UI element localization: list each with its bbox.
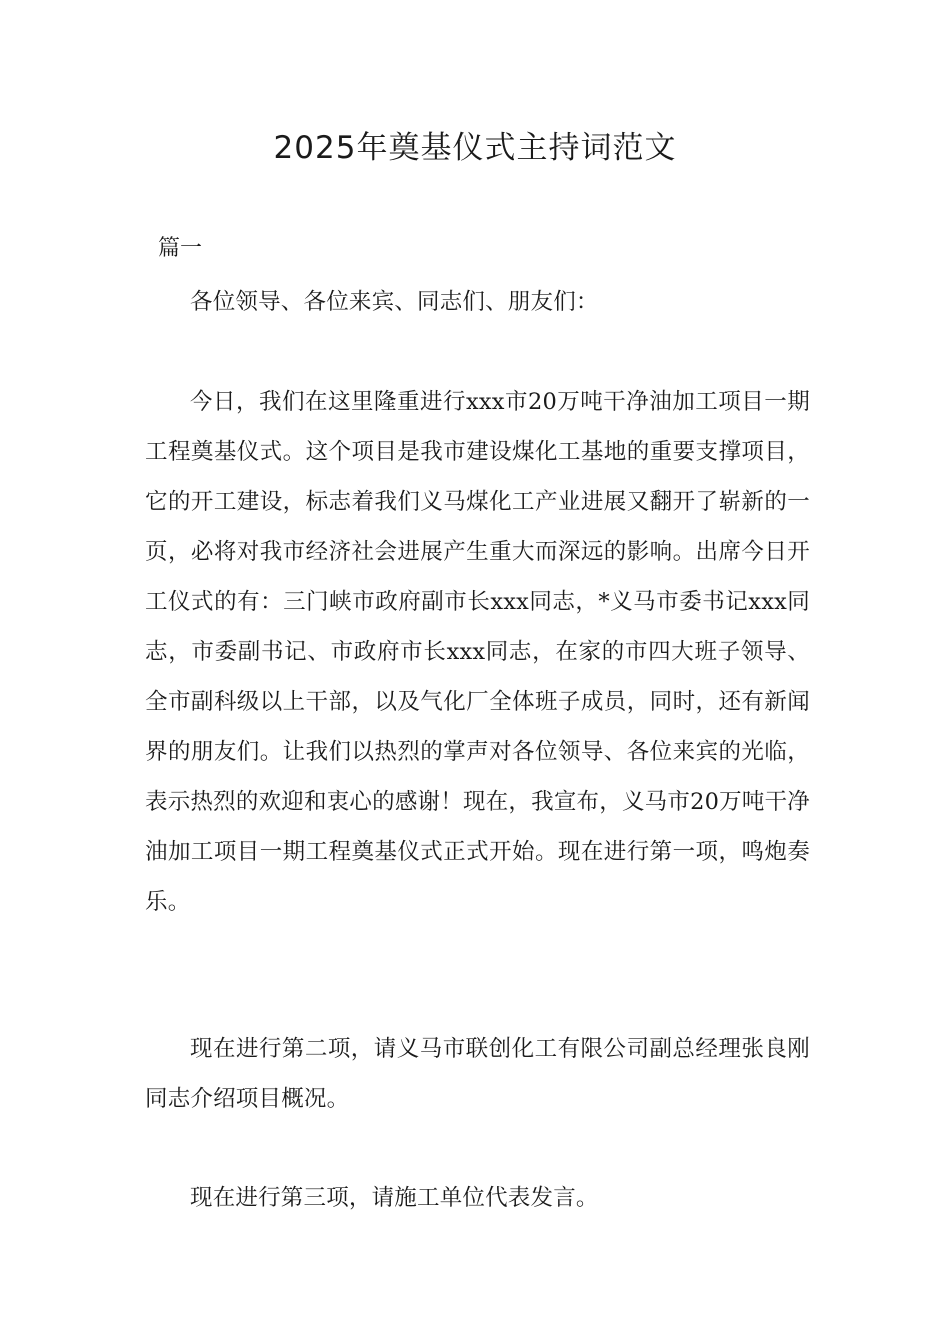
intro-paragraph: 今日，我们在这里隆重进行xxx市20万吨干净油加工项目一期工程奠基仪式。这个项目是我市建设煤化工基地的重要支撑项目，它的开工建设，标志着我们义马煤化工产业进展又翻开了崭新的一页，必将对我市经济社会进展产生重大而深远的影响。出席今日开工仪式的有：三门峡市政府副市长xxx同志，*义马市委书记xxx同志，市委副书记、市政府市长xxx同志，在家的市四大班子领导、全市副科级以上干部，以及气化厂全体班子成员，同时，还有新闻界的朋友们。让我们以热烈的掌声对各位领导、各位来宾的光临，表示热烈的欢迎和衷心的感谢！现在，我宣布，义马市20万吨干净油加工项目一期工程奠基仪式正式开始。现在进行第一项，鸣炮奏乐。 [145,389,810,915]
item-two-paragraph: 现在进行第二项，请义马市联创化工有限公司副总经理张良刚同志介绍项目概况。 [145,1036,810,1112]
section-label: 篇一 [158,236,203,261]
item-three-paragraph: 现在进行第三项，请施工单位代表发言。 [190,1185,599,1211]
document-title: 2025年奠基仪式主持词范文 [273,130,677,166]
greeting-paragraph: 各位领导、各位来宾、同志们、朋友们： [190,289,599,315]
